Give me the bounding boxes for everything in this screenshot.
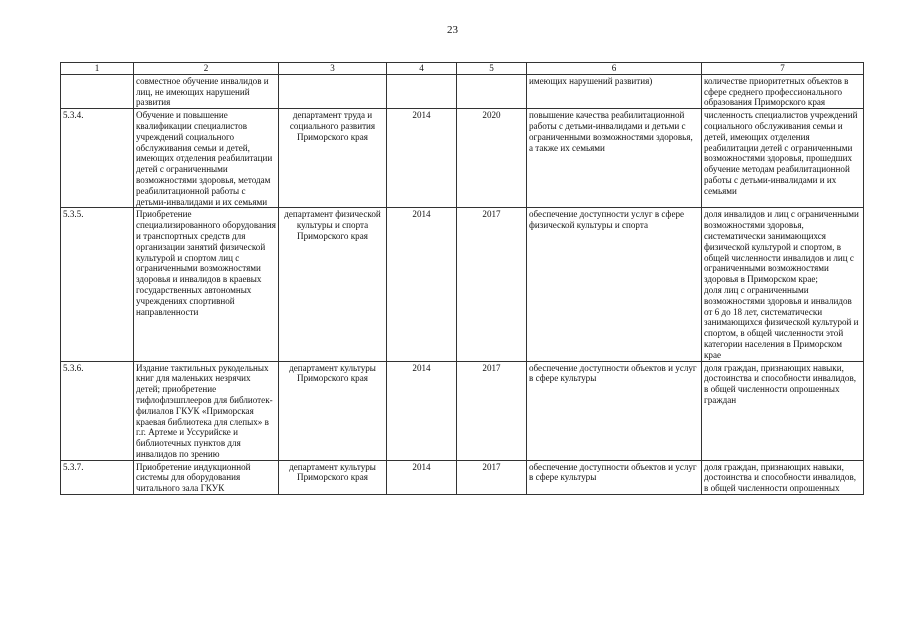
- indicator-text: численность специалистов учреждений социального обслуживания семьи и детей, имеющих отделения реабилитации детей с ограниченными возможностями здоровья, прошедших обучение методам реабилитационной работы с детьми-инвалидами и их семьями: [704, 110, 858, 196]
- measure-name-cell: Издание тактильных рукодельных книг для маленьких незрячих детей; приобретение тифлофлэшплееров для библиотек-филиалов ГКУК «Приморская краевая библиотека для слепых» в г.г. Артеме и Уссурийске и библиотечных пунктов для инвалидов по зрению: [134, 361, 279, 460]
- indicator-text: доля граждан, признающих навыки, достоинства и способности инвалидов, в общей численности опрошенных граждан: [704, 362, 857, 405]
- table-row: [61, 109, 864, 208]
- result-cell: повышение качества реабилитационной работы с детьми-инвалидами и детьми с ограниченными возможностями здоровья, а также их семьями: [527, 109, 702, 208]
- indicator-cell: количестве приоритетных объектов в сфере среднего профессионального образования Приморского края: [702, 74, 864, 108]
- end-year-cell: 2017: [457, 361, 527, 460]
- executor-cell: [279, 74, 387, 108]
- executor-cell: департамент культуры Приморского края: [279, 460, 387, 494]
- column-number: 3: [279, 63, 387, 75]
- start-year-cell: 2014: [387, 109, 457, 208]
- column-number: 5: [457, 63, 527, 75]
- column-number: 1: [61, 63, 134, 75]
- start-year-cell: 2014: [387, 361, 457, 460]
- measure-name-cell: Приобретение индукционной системы для оборудования читального зала ГКУК: [134, 460, 279, 494]
- executor-cell: департамент труда и социального развития Приморского края: [279, 109, 387, 208]
- row-number-cell: 5.3.7.: [61, 460, 134, 494]
- indicator-cell: [702, 208, 864, 361]
- page-number: 23: [447, 24, 458, 36]
- table-row: [61, 208, 864, 361]
- column-number: 7: [702, 63, 864, 75]
- table-row: [61, 460, 864, 494]
- indicator-text: доля граждан, признающих навыки, достоинства и способности инвалидов, в общей численности опрошенных: [704, 461, 857, 494]
- start-year-cell: 2014: [387, 208, 457, 361]
- row-number-cell: 5.3.4.: [61, 109, 134, 208]
- row-number-cell: [61, 74, 134, 108]
- measures-table: [60, 62, 864, 495]
- end-year-cell: 2017: [457, 460, 527, 494]
- start-year-cell: 2014: [387, 460, 457, 494]
- row-number-cell: 5.3.5.: [61, 208, 134, 361]
- result-cell: имеющих нарушений развития): [527, 74, 702, 108]
- result-cell: обеспечение доступности объектов и услуг в сфере культуры: [527, 460, 702, 494]
- column-number: 2: [134, 63, 279, 75]
- column-number: 4: [387, 63, 457, 75]
- measure-name-cell: Приобретение специализированного оборудования и транспортных средств для организации занятий физической культурой и спортом лиц с ограниченными возможностями здоровья и инвалидов в краевых государственных автономных учреждениях спортивной направленности: [134, 208, 279, 361]
- column-number-row: [61, 63, 864, 75]
- end-year-cell: 2017: [457, 208, 527, 361]
- result-cell: обеспечение доступности услуг в сфере физической культуры и спорта: [527, 208, 702, 361]
- result-cell: обеспечение доступности объектов и услуг в сфере культуры: [527, 361, 702, 460]
- indicator-cell: [702, 361, 864, 460]
- end-year-cell: 2020: [457, 109, 527, 208]
- executor-cell: департамент физической культуры и спорта Приморского края: [279, 208, 387, 361]
- measure-name-cell: Обучение и повышение квалификации специалистов учреждений социального обслуживания семьи и детей, имеющих отделения реабилитации детей с ограниченными возможностями здоровья, методам реабилитационной работы с детьми-инвалидами и их семьями: [134, 109, 279, 208]
- indicator-cell: [702, 460, 864, 494]
- column-number: 6: [527, 63, 702, 75]
- measure-name-cell: совместное обучение инвалидов и лиц, не имеющих нарушений развития: [134, 74, 279, 108]
- continuation-row: [61, 74, 864, 108]
- start-year-cell: [387, 74, 457, 108]
- table-row: [61, 361, 864, 460]
- indicator-cell: [702, 109, 864, 208]
- end-year-cell: [457, 74, 527, 108]
- row-number-cell: 5.3.6.: [61, 361, 134, 460]
- indicator-text: доля лиц с ограниченными возможностями здоровья и инвалидов от 6 до 18 лет, систематически занимающихся физической культурой и спортом, в общей численности этой категории населения в Приморском крае: [704, 284, 859, 360]
- executor-cell: департамент культуры Приморского края: [279, 361, 387, 460]
- indicator-text: доля инвалидов и лиц с ограниченными возможностями здоровья, систематически занимающихся физической культурой и спортом, в общей численности инвалидов и лиц с ограниченными возможностями здоровья в Приморском крае;: [704, 209, 859, 285]
